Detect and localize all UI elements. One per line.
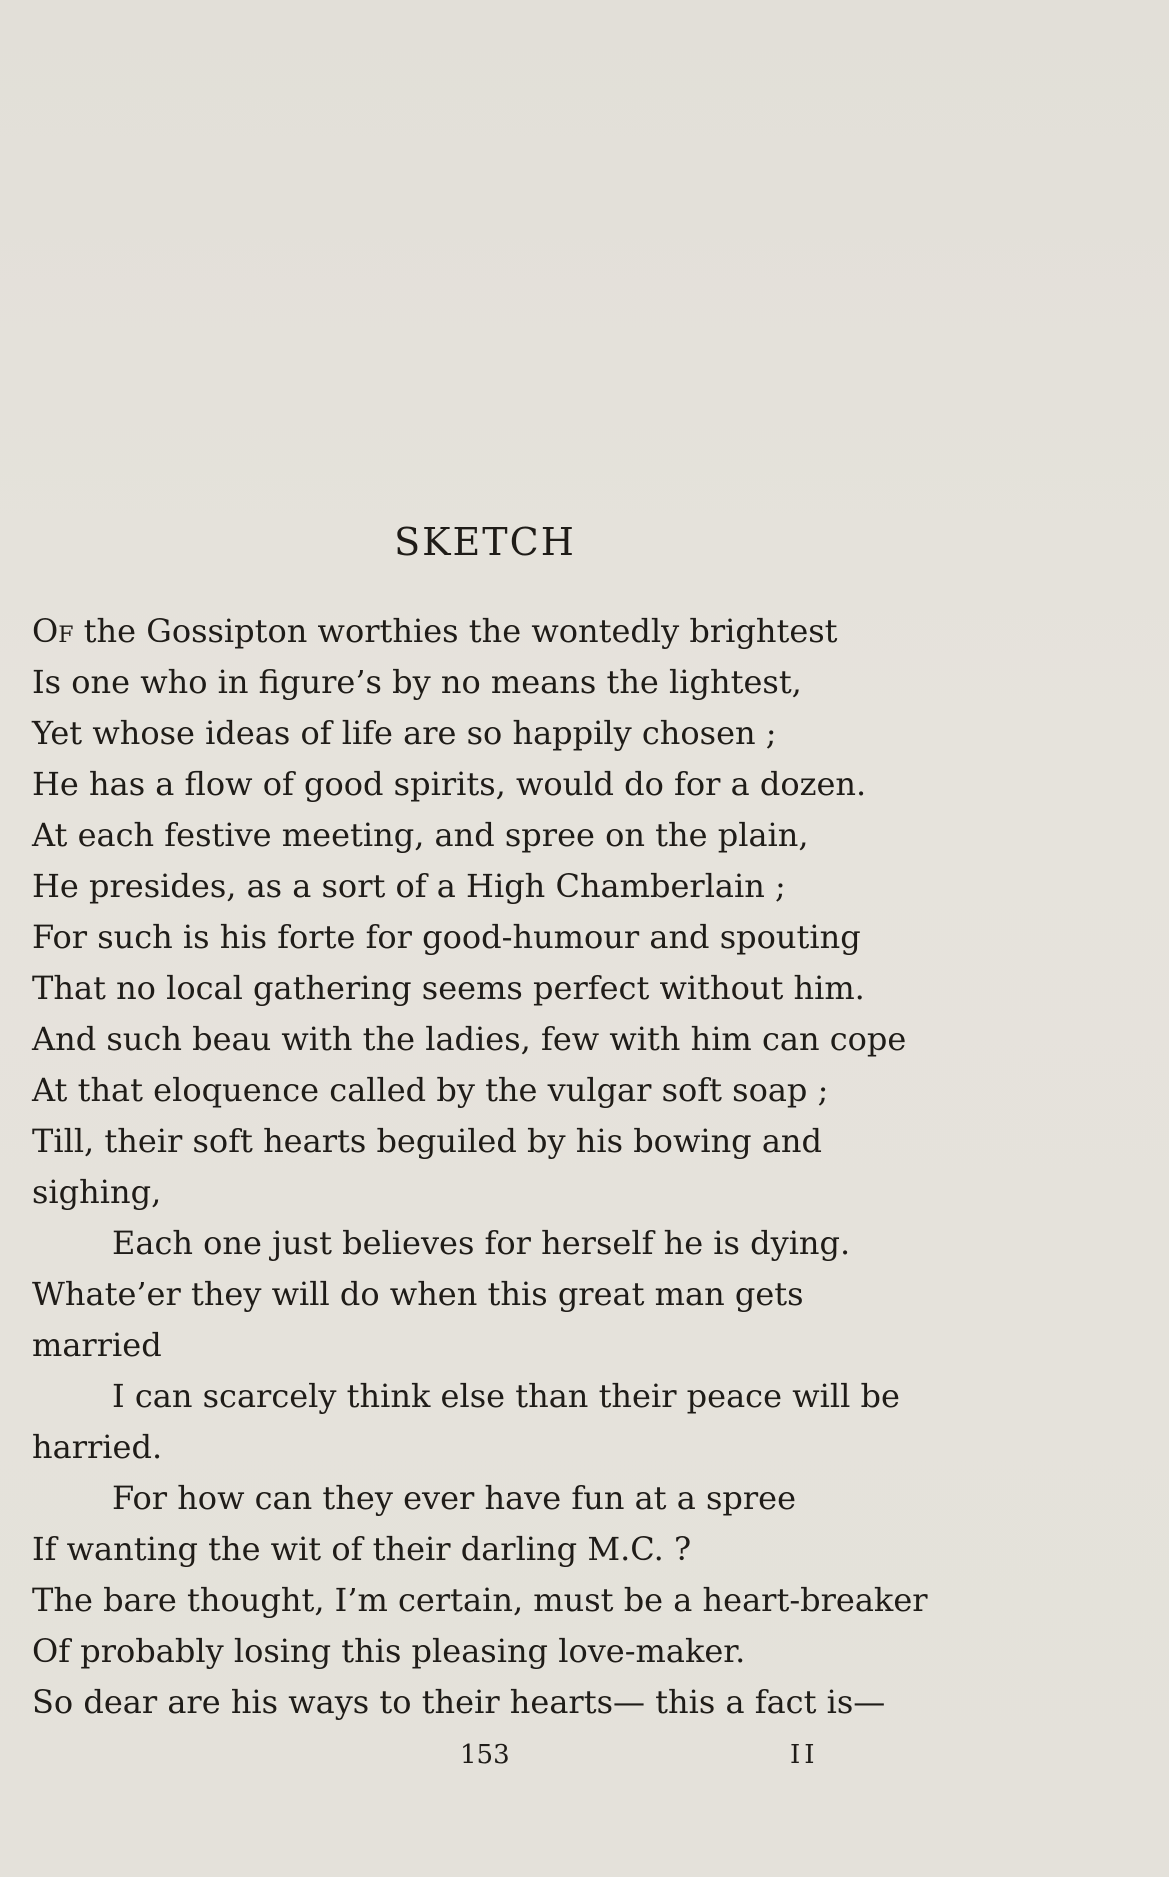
signature-mark: II [790, 1740, 819, 1770]
poem-line-7: For such is his forte for good-humour and spouting [32, 918, 861, 956]
poem-line-9: And such beau with the ladies, few with him can cope [32, 1020, 907, 1058]
poem-line-13: Whate’er they will do when this great man gets [32, 1275, 804, 1313]
poem-line-12: sighing, [32, 1173, 162, 1211]
poem-line-1 [32, 606, 947, 657]
poem-line-15-continuation: For how can they ever have fun at a spree [112, 1479, 797, 1517]
poem-title: SKETCH [394, 520, 576, 564]
poem-line-17: The bare thought, I’m certain, must be a heart-breaker [32, 1581, 928, 1619]
poem-line-11: Till, their soft hearts beguiled by his bowing and [32, 1122, 822, 1160]
poem-line-6: He presides, as a sort of a High Chamberlain ; [32, 867, 786, 905]
page-footer [0, 1740, 1169, 1780]
page-number: 153 [460, 1740, 510, 1770]
poem-line-3: Yet whose ideas of life are so happily chosen ; [32, 714, 777, 752]
poem-line-18: Of probably losing this pleasing love-maker. [32, 1632, 746, 1670]
poem-line-10: At that eloquence called by the vulgar soft soap ; [32, 1071, 829, 1109]
poem-line-14-continuation: I can scarcely think else than their peace will be [112, 1377, 900, 1415]
poem-line-19: So dear are his ways to their hearts— this a fact is— [32, 1683, 886, 1721]
poem-line-14: married [32, 1326, 162, 1364]
poem-line-16: If wanting the wit of their darling M.C. ? [32, 1530, 692, 1568]
poem-line-4: He has a flow of good spirits, would do for a dozen. [32, 765, 867, 803]
poem-line-2: Is one who in figure’s by no means the lightest, [32, 663, 802, 701]
poem-line-12-continuation: Each one just believes for herself he is dying. [112, 1224, 851, 1262]
poem-line-5: At each festive meeting, and spree on the plain, [32, 816, 809, 854]
first-word: Of [32, 612, 74, 650]
poem-line-15: harried. [32, 1428, 163, 1466]
poem-body [32, 606, 947, 1728]
first-line-rest: the Gossipton worthies the wontedly brightest [73, 612, 838, 650]
poem-line-8: That no local gathering seems perfect without him. [32, 969, 865, 1007]
